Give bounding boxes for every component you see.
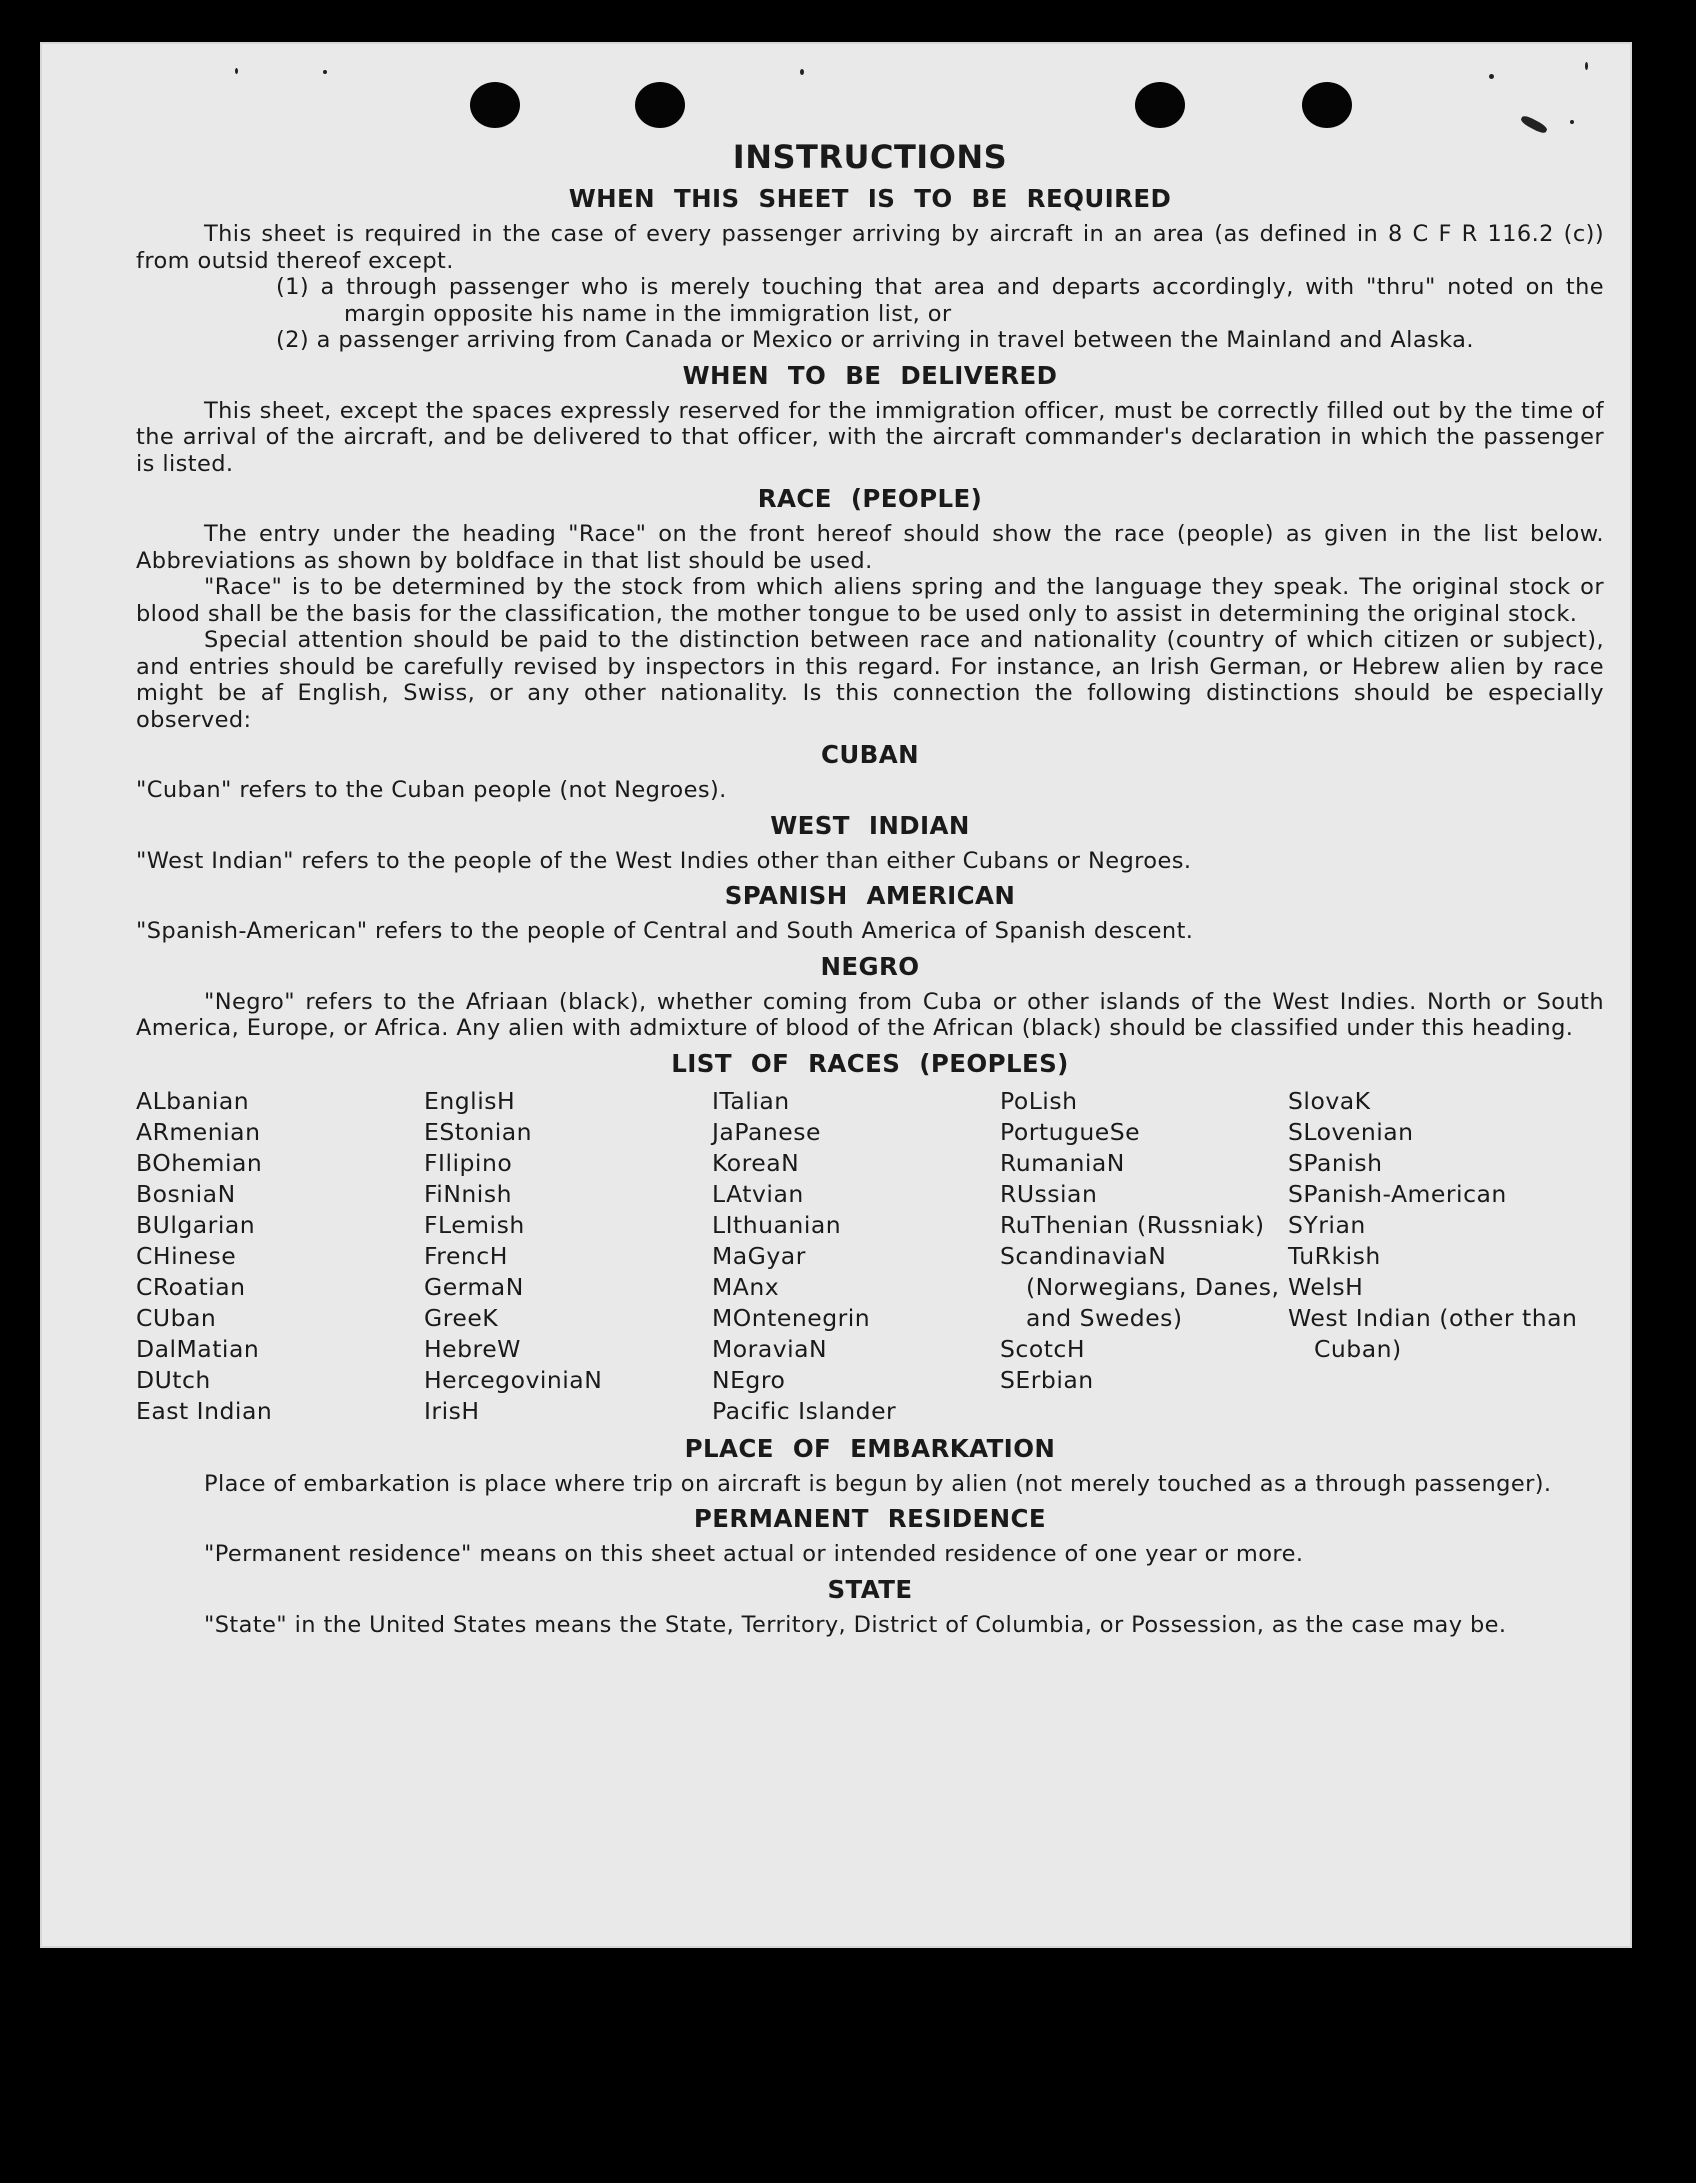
race-item: GreeK xyxy=(424,1303,499,1332)
scan-speck xyxy=(323,70,327,74)
races-column xyxy=(1288,1086,1604,1427)
race-item: PoLish xyxy=(1000,1086,1078,1115)
race-item: Pacific Islander xyxy=(712,1396,897,1425)
race-item: EnglisH xyxy=(424,1086,516,1115)
scan-speck xyxy=(1570,120,1574,124)
section-paragraph: This sheet is required in the case of every passenger arriving by aircraft in an area (as defined in 8 C F R 116.2 (c)) from outsid thereof except. xyxy=(136,221,1604,274)
section-paragraph: "West Indian" refers to the people of the West Indies other than either Cubans or Negroes. xyxy=(136,847,1192,874)
race-item: CHinese xyxy=(136,1241,237,1270)
scan-speck xyxy=(1585,62,1588,70)
race-item: IrisH xyxy=(424,1396,480,1425)
race-item: SPanish xyxy=(1288,1148,1383,1177)
race-item: FiNnish xyxy=(424,1179,512,1208)
race-item: ARmenian xyxy=(136,1117,261,1146)
section-paragraph: This sheet, except the spaces expressly reserved for the immigration officer, must be correctly filled out by the time of the arrival of the aircraft, and be delivered to that officer, with the aircraft commander's declaration in which the passenger is listed. xyxy=(136,397,1604,477)
races-column xyxy=(136,1086,424,1427)
instructions-content xyxy=(136,137,1604,1638)
race-item: BosniaN xyxy=(136,1179,236,1208)
section-heading: RACE (PEOPLE) xyxy=(757,484,983,513)
exception-item: (2) a passenger arriving from Canada or Mexico or arriving in travel between the Mainland and Alaska. xyxy=(276,327,1474,353)
section-heading: WHEN TO BE DELIVERED xyxy=(682,360,1058,390)
race-item: MOntenegrin xyxy=(712,1303,871,1332)
section-heading: SPANISH AMERICAN xyxy=(724,881,1016,910)
races-list xyxy=(136,1086,1604,1427)
race-item: RuThenian (Russniak) xyxy=(1000,1210,1265,1239)
scan-speck xyxy=(1489,74,1494,79)
section-paragraph: "Cuban" refers to the Cuban people (not Negroes). xyxy=(136,777,727,803)
section-paragraph: "Spanish-American" refers to the people of Central and South America of Spanish descent. xyxy=(136,918,1194,944)
race-item: HercegoviniaN xyxy=(424,1365,603,1394)
race-item: KoreaN xyxy=(712,1148,800,1177)
race-item: DalMatian xyxy=(136,1334,260,1363)
race-item: CRoatian xyxy=(136,1272,246,1301)
race-item: West Indian (other than Cuban) xyxy=(1288,1303,1578,1363)
race-item: ALbanian xyxy=(136,1086,250,1115)
race-item: RumaniaN xyxy=(1000,1148,1125,1177)
race-item: LAtvian xyxy=(712,1179,804,1208)
race-item: CUban xyxy=(136,1303,217,1332)
races-column xyxy=(424,1086,712,1427)
section-paragraph: "Permanent residence" means on this sheet actual or intended residence of one year or more. xyxy=(204,1541,1304,1567)
section-paragraph: Special attention should be paid to the distinction between race and nationality (country of which citizen or subject), and entries should be carefully revised by inspectors in this regard. For instance, an Irish German, or Hebrew alien by race might be af English, Swiss, or any other nationality. Is this connection the following distinctions should be especially observed: xyxy=(136,627,1604,733)
race-item: FIlipino xyxy=(424,1148,513,1177)
section-paragraph: "Race" is to be determined by the stock from which aliens spring and the language they speak. The original stock or blood shall be the basis for the classification, the mother tongue to be used only to assist in determining the original stock. xyxy=(136,574,1604,627)
punch-hole xyxy=(470,82,520,128)
race-item: ScotcH xyxy=(1000,1334,1086,1363)
section-heading: CUBAN xyxy=(820,740,919,769)
race-item: FLemish xyxy=(424,1210,525,1239)
page-title: INSTRUCTIONS xyxy=(732,138,1008,176)
race-item: MaGyar xyxy=(712,1241,806,1270)
races-column xyxy=(1000,1086,1288,1427)
race-item: DUtch xyxy=(136,1365,211,1394)
race-item: RUssian xyxy=(1000,1179,1098,1208)
race-item: MoraviaN xyxy=(712,1334,828,1363)
scan-speck xyxy=(1520,114,1549,135)
race-item: HebreW xyxy=(424,1334,521,1363)
document-sheet xyxy=(40,42,1632,1948)
scan-speck xyxy=(800,69,804,75)
punch-hole xyxy=(635,82,685,128)
section-heading: PERMANENT RESIDENCE xyxy=(693,1504,1047,1533)
section-heading: NEGRO xyxy=(820,951,920,981)
race-item: ScandinaviaN (Norwegians, Danes, and Swedes) xyxy=(1000,1241,1280,1332)
race-item: BOhemian xyxy=(136,1148,263,1177)
section-heading: WHEN THIS SHEET IS TO BE REQUIRED xyxy=(568,184,1172,213)
race-item: NEgro xyxy=(712,1365,786,1394)
section-heading: PLACE OF EMBARKATION xyxy=(684,1433,1056,1463)
race-item: SYrian xyxy=(1288,1210,1366,1239)
race-item: SPanish-American xyxy=(1288,1179,1507,1208)
exception-list xyxy=(136,274,1604,354)
race-item: East Indian xyxy=(136,1396,273,1425)
race-item: SErbian xyxy=(1000,1365,1094,1394)
section-heading: WEST INDIAN xyxy=(770,810,970,840)
punch-hole xyxy=(1135,82,1185,128)
race-item: WelsH xyxy=(1288,1272,1364,1301)
race-item: BUlgarian xyxy=(136,1210,256,1239)
race-item: TuRkish xyxy=(1288,1241,1381,1270)
section-paragraph: "Negro" refers to the Afriaan (black), whether coming from Cuba or other islands of the West Indies. North or South America, Europe, or Africa. Any alien with admixture of blood of the African (black) should be classified under this heading. xyxy=(136,988,1604,1041)
race-item: ITalian xyxy=(712,1086,790,1115)
race-item: FrencH xyxy=(424,1241,508,1270)
section-paragraph: Place of embarkation is place where trip on aircraft is begun by alien (not merely touched as a through passenger). xyxy=(204,1470,1552,1497)
exception-item: (1) a through passenger who is merely touching that area and departs accordingly, with "thru" noted on the margin opposite his name in the immigration list, or xyxy=(276,274,1604,327)
scan-speck xyxy=(235,68,238,74)
races-heading: LIST OF RACES (PEOPLES) xyxy=(671,1048,1069,1078)
race-item: EStonian xyxy=(424,1117,533,1146)
section-paragraph: The entry under the heading "Race" on the front hereof should show the race (people) as given in the list below. Abbreviations as shown by boldface in that list should be used. xyxy=(136,521,1604,574)
races-column xyxy=(712,1086,1000,1427)
race-item: SlovaK xyxy=(1288,1086,1371,1115)
race-item: PortugueSe xyxy=(1000,1117,1141,1146)
race-item: SLovenian xyxy=(1288,1117,1414,1146)
section-heading: STATE xyxy=(827,1574,913,1604)
section-paragraph: "State" in the United States means the State, Territory, District of Columbia, or Possession, as the case may be. xyxy=(204,1611,1507,1638)
race-item: JaPanese xyxy=(712,1117,821,1146)
race-item: GermaN xyxy=(424,1272,524,1301)
race-item: MAnx xyxy=(712,1272,780,1301)
punch-hole xyxy=(1302,82,1352,128)
race-item: LIthuanian xyxy=(712,1210,842,1239)
